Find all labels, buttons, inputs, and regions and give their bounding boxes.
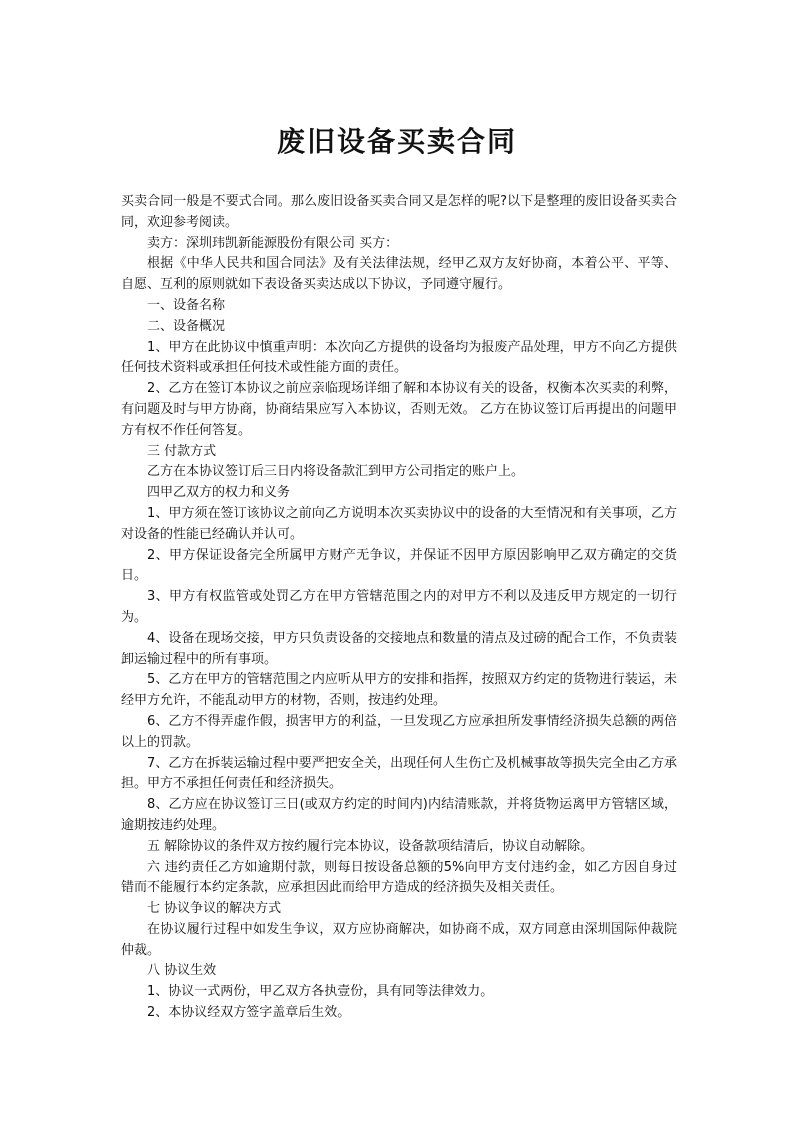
section-heading-rights: 四甲乙双方的权力和义务 bbox=[147, 485, 291, 501]
clause-overview-1: 1、甲方在此协议中慎重声明：本次向乙方提供的设备均为报废产品处理，甲方不向乙方提供任何技术资料或承担任何技术或性能方面的责任。 bbox=[121, 339, 677, 376]
clause-rights-5: 5、乙方在甲方的管辖范围之内应听从甲方的安排和指挥，按照双方约定的货物进行装运，未经甲方允许，不能乱动甲方的材物，否则，按违约处理。 bbox=[121, 672, 677, 709]
clause-rights-8: 8、乙方应在协议签订三日(或双方约定的时间内)内结清账款，并将货物运离甲方管辖区域，逾期按违约处理。 bbox=[121, 797, 677, 833]
section-liability: 六 违约责任乙方如逾期付款，则每日按设备总额的5%向甲方支付违约金，如乙方因自身过错而不能履行本约定条款，应承担因此而给甲方造成的经济损失及相关责任。 bbox=[121, 859, 677, 896]
section-termination: 五 解除协议的条件双方按约履行完本协议，设备款项结清后，协议自动解除。 bbox=[147, 838, 594, 854]
section-heading-equipment-overview: 二、设备概况 bbox=[147, 318, 226, 334]
clause-effect-1: 1、协议一式两份，甲乙双方各执壹份，具有同等法律效力。 bbox=[147, 984, 494, 1000]
clause-rights-4: 4、设备在现场交接，甲方只负责设备的交接地点和数量的清点及过磅的配合工作，不负责装卸运输过程中的所有事项。 bbox=[121, 630, 677, 667]
clause-overview-2: 2、乙方在签订本协议之前应亲临现场详细了解和本协议有关的设备，权衡本次买卖的利弊，有问题及时与甲方协商，协商结果应写入本协议，否则无效。 乙方在协议签订后再提出的问题甲方有权不作任何答复。 bbox=[121, 381, 677, 438]
clause-rights-6: 6、乙方不得弄虚作假，损害甲方的利益，一旦发现乙方应承担所发事情经济损失总额的两倍以上的罚款。 bbox=[121, 713, 677, 750]
clause-rights-3: 3、甲方有权监管或处罚乙方在甲方管辖范围之内的对甲方不利以及违反甲方规定的一切行为。 bbox=[121, 589, 677, 625]
clause-dispute: 在协议履行过程中如发生争议，双方应协商解决，如协商不成，双方同意由深圳国际仲裁院仲裁。 bbox=[121, 921, 677, 958]
section-heading-dispute: 七 协议争议的解决方式 bbox=[147, 901, 282, 917]
clause-effect-2: 2、本协议经双方签字盖章后生效。 bbox=[147, 1005, 351, 1021]
clause-rights-1: 1、甲方须在签订该协议之前向乙方说明本次买卖协议中的设备的大至情况和有关事项，乙方对设备的性能已经确认并认可。 bbox=[121, 505, 677, 542]
section-heading-equipment-name: 一、设备名称 bbox=[147, 297, 226, 313]
paragraph-parties: 卖方：深圳玮凯新能源股份有限公司 买方： bbox=[147, 235, 399, 251]
clause-rights-2: 2、甲方保证设备完全所属甲方财产无争议，并保证不因甲方原因影响甲乙双方确定的交货日。 bbox=[121, 547, 677, 584]
paragraph-preamble: 根据《中华人民共和国合同法》及有关法律法规，经甲乙双方友好协商，本着公平、平等、自愿、互利的原则就如下表设备买卖达成以下协议，予同遵守履行。 bbox=[121, 256, 677, 293]
document-title: 废旧设备买卖合同 bbox=[276, 125, 517, 158]
section-heading-payment: 三 付款方式 bbox=[147, 443, 217, 459]
section-heading-effect: 八 协议生效 bbox=[147, 963, 217, 979]
clause-payment: 乙方在本协议签订后三日内将设备款汇到甲方公司指定的账户上。 bbox=[147, 464, 525, 480]
clause-rights-7: 7、乙方在拆装运输过程中要严把安全关，出现任何人生伤亡及机械事故等损失完全由乙方承担。甲方不承担任何责任和经济损失。 bbox=[121, 755, 677, 792]
paragraph-intro: 买卖合同一般是不要式合同。那么废旧设备买卖合同又是怎样的呢?以下是整理的废旧设备买卖合同，欢迎参考阅读。 bbox=[121, 194, 677, 230]
document-body bbox=[121, 192, 677, 1024]
